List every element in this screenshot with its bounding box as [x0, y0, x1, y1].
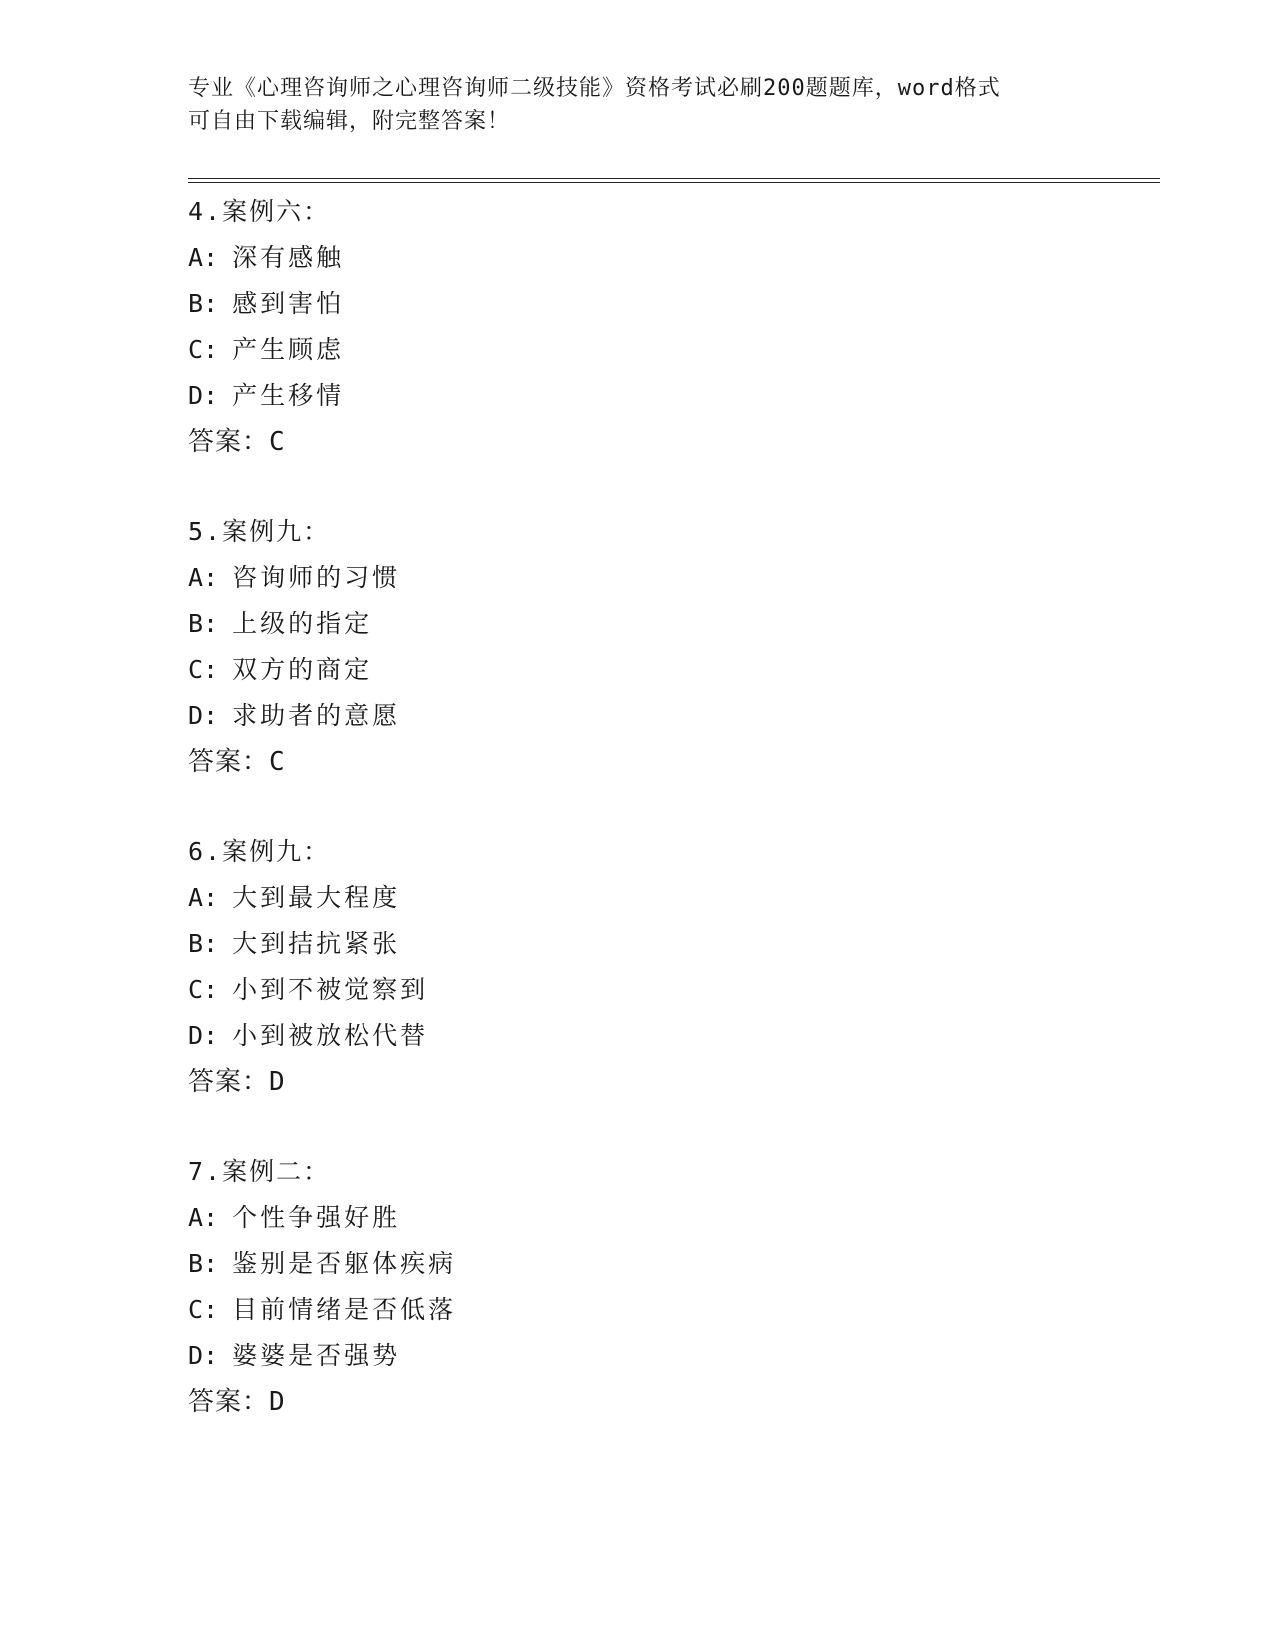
option-c [188, 327, 1088, 373]
option-key: A: [188, 243, 219, 272]
answer: 答案：D [188, 1387, 286, 1417]
option-text: 求助者的意愿 [232, 701, 401, 730]
option-c [188, 967, 1088, 1013]
option-key: D: [188, 701, 219, 730]
option-key: A: [188, 563, 219, 592]
question-gap [188, 465, 1088, 509]
option-b [188, 1241, 1088, 1287]
option-text: 产生移情 [232, 381, 345, 410]
option-c [188, 647, 1088, 693]
question-list [188, 189, 1088, 1425]
answer: 答案：D [188, 1067, 286, 1097]
option-text: 咨询师的习惯 [232, 563, 401, 592]
header-divider [188, 178, 1160, 183]
option-b [188, 921, 1088, 967]
option-key: A: [188, 883, 219, 912]
document-header [188, 72, 1068, 138]
option-d [188, 1013, 1088, 1059]
option-c [188, 1287, 1088, 1333]
option-text: 小到不被觉察到 [232, 975, 429, 1004]
option-key: C: [188, 335, 219, 364]
option-b [188, 281, 1088, 327]
option-text: 个性争强好胜 [232, 1203, 401, 1232]
option-text: 双方的商定 [232, 655, 373, 684]
option-a [188, 875, 1088, 921]
question-7 [188, 1149, 1088, 1425]
option-text: 小到被放松代替 [232, 1021, 429, 1050]
option-key: C: [188, 655, 219, 684]
option-key: B: [188, 609, 219, 638]
question-title: 7.案例二： [188, 1157, 331, 1186]
option-key: B: [188, 929, 219, 958]
option-key: D: [188, 1021, 219, 1050]
question-5 [188, 509, 1088, 785]
option-key: D: [188, 1341, 219, 1370]
option-a [188, 1195, 1088, 1241]
option-a [188, 235, 1088, 281]
option-b [188, 601, 1088, 647]
question-gap [188, 785, 1088, 829]
header-line-2: 可自由下载编辑，附完整答案！ [188, 109, 511, 134]
option-key: D: [188, 381, 219, 410]
header-line-1: 专业《心理咨询师之心理咨询师二级技能》资格考试必刷200题题库，word格式 [188, 76, 1001, 101]
question-title: 5.案例九： [188, 517, 331, 546]
option-text: 婆婆是否强势 [232, 1341, 401, 1370]
question-gap [188, 1105, 1088, 1149]
question-4 [188, 189, 1088, 465]
option-d [188, 693, 1088, 739]
answer: 答案：C [188, 747, 286, 777]
option-key: C: [188, 1295, 219, 1324]
question-title: 4.案例六： [188, 197, 331, 226]
option-key: C: [188, 975, 219, 1004]
option-text: 感到害怕 [232, 289, 345, 318]
option-text: 目前情绪是否低落 [232, 1295, 457, 1324]
option-key: A: [188, 1203, 219, 1232]
option-text: 大到拮抗紧张 [232, 929, 401, 958]
question-6 [188, 829, 1088, 1105]
option-text: 产生顾虑 [232, 335, 345, 364]
option-text: 上级的指定 [232, 609, 373, 638]
option-text: 深有感触 [232, 243, 345, 272]
option-text: 大到最大程度 [232, 883, 401, 912]
option-key: B: [188, 289, 219, 318]
question-title: 6.案例九： [188, 837, 331, 866]
option-text: 鉴别是否躯体疾病 [232, 1249, 457, 1278]
option-key: B: [188, 1249, 219, 1278]
option-d [188, 373, 1088, 419]
answer: 答案：C [188, 427, 286, 457]
option-d [188, 1333, 1088, 1379]
option-a [188, 555, 1088, 601]
